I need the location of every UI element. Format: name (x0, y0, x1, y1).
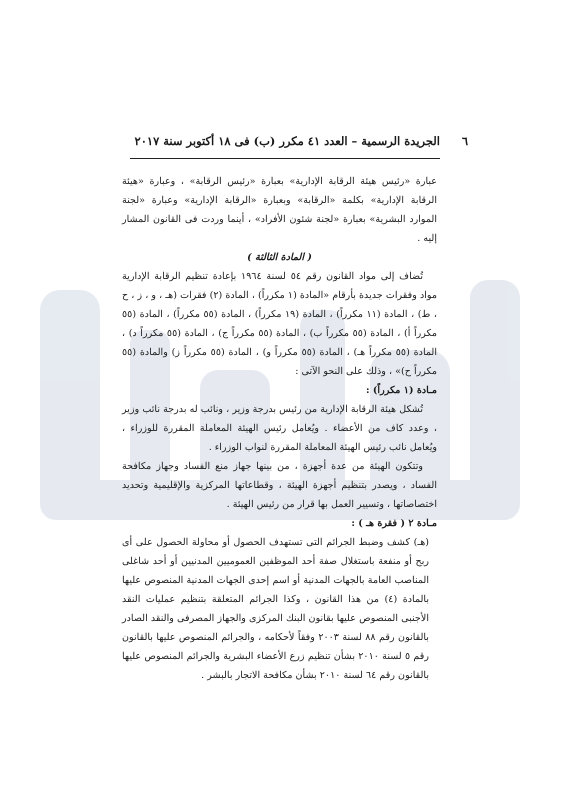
document-body (122, 172, 437, 685)
page-number: ٦ (461, 134, 468, 148)
article-three-heading: ( المادة الثالثة ) (247, 252, 312, 263)
article-1bis-heading: مـادة (١ مكرراً) : (365, 385, 437, 396)
header-rule (130, 158, 440, 159)
paragraph-replacement-terms: عبارة «رئيس هيئة الرقابة الإدارية» بعبارة «رئيس الرقابة» ، وعبارة «هيئة الرقابة الإدارية» بكلمة «الرقابة» وبعبارة «الرقابة الإدارية» وعبارة «لجنة الموارد البشرية» بعبارة «لجنة شئون الأفراد» ، أينما وردت فى القانون المشار إليه . (122, 176, 437, 244)
paragraph-crimes-detection: (هـ) كشف وضبط الجرائم التى تستهدف الحصول أو محاولة الحصول على أى ربح أو منفعة باستغلال صفة أحد الموظفين العموميين المدنيين أو أحد شاغلى المناصب العامة بالجهات المدنية أو اسم إحدى الجهات المدنية المنصوص عليها بالمادة (٤) من هذا القانون ، وكذا الجرائم المتعلقة بتنظيم عمليات النقد الأجنبى المنصوص عليها بقانون البنك المركزى والجهاز المصرفى والنقد الصادر بالقانون رقم ٨٨ لسنة ٢٠٠٣ وفقاً لأحكامه ، والجرائم المنصوص عليها بالقانون رقم ٥ لسنة ٢٠١٠ بشأن تنظيم زرع الأعضاء البشرية والجرائم المنصوص عليها بالقانون رقم ٦٤ لسنة ٢٠١٠ بشأن مكافحة الاتجار بالبشر . (122, 537, 430, 681)
paragraph-added-articles: تُضاف إلى مواد القانون رقم ٥٤ لسنة ١٩٦٤ بإعادة تنظيم الرقابة الإدارية مواد وفقرات جديدة بأرقام «المادة (١ مكرراً) ، المادة (٢) فقرات (هـ ، و ، ز ، ح ، ط) ، المادة (١١ مكرراً) ، المادة (١٩ مكرراً) ، المادة (٥٥ مكرراً) ، المادة (٥٥ مكرراً أ) ، المادة (٥٥ مكرراً ب) ، المادة (٥٥ مكرراً ج) ، المادة (٥٥ مكرراً د) ، المادة (٥٥ مكرراً هـ) ، المادة (٥٥ مكرراً و) ، المادة (٥٥ مكرراً ز) والمادة (٥٥ مكرراً ح)» ، وذلك على النحو الآتى : (122, 271, 438, 377)
page-header (134, 134, 468, 148)
article-2e-heading: مـادة ٢ ( فقرة هـ ) : (351, 518, 437, 529)
gazette-title: الجريدة الرسمية – العدد ٤١ مكرر (ب) فى ١٨ أكتوبر سنة ٢٠١٧ (134, 134, 440, 148)
paragraph-authority-formation: تُشكل هيئة الرقابة الإدارية من رئيس بدرجة وزير ، ونائب له بدرجة نائب وزير ، وعدد كاف من الأعضاء . ويُعامل رئيس الهيئة المعاملة المقررة للوزراء ، ويُعامل نائب رئيس الهيئة المعاملة المقررة لنواب الوزراء . (122, 404, 437, 453)
paragraph-authority-bodies: وتتكون الهيئة من عدة أجهزة ، من بينها جهاز منع الفساد وجهاز مكافحة الفساد ، ويصدر بتنظيم أجهزة الهيئة ، وقطاعاتها المركزية والإقليمية وتحديد اختصاصاتها ، وتسيير العمل بها قرار من رئيس الهيئة . (122, 461, 437, 510)
